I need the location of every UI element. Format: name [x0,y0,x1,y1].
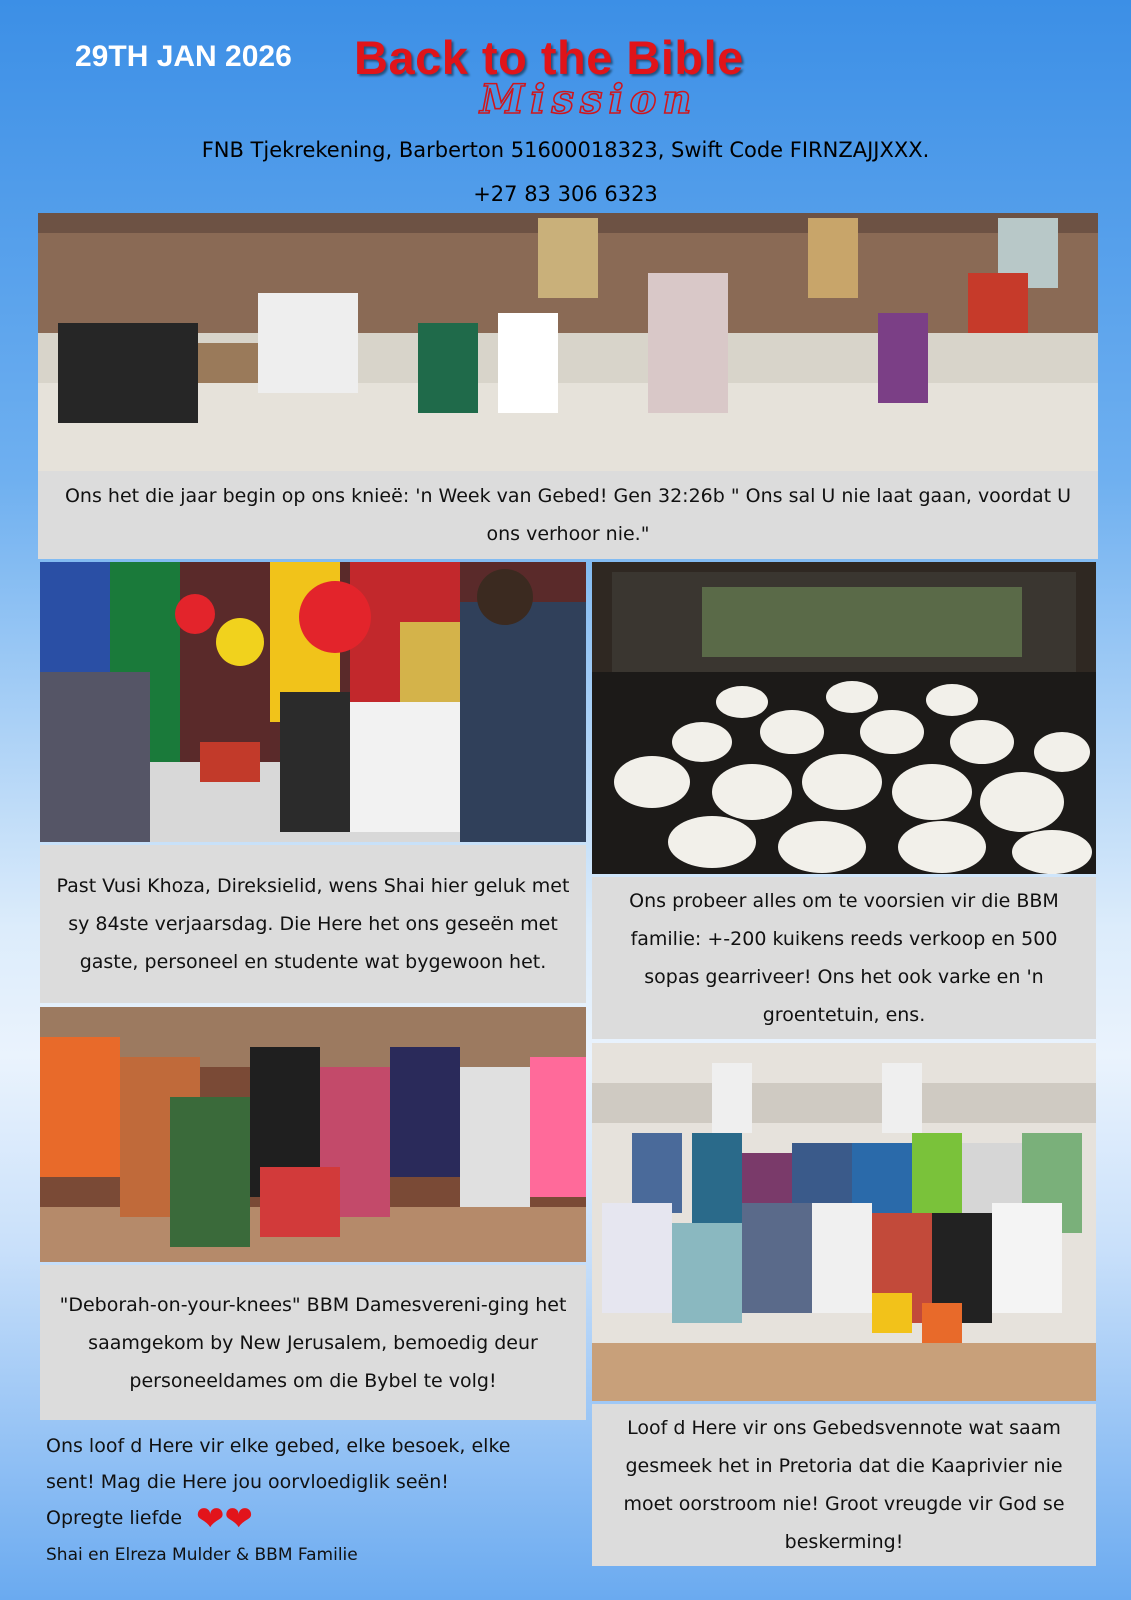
prayer-partners-photo [592,1043,1096,1401]
birthday-caption: Past Vusi Khoza, Direksielid, wens Shai hier geluk met sy 84ste verjaarsdag. Die Here het ons geseën met gaste, personeel en studente wat bygewoon het. [40,845,586,1003]
closing-line-2: sent! Mag die Here jou oorvloediglik seën! [46,1471,449,1493]
bank-details: FNB Tjekrekening, Barberton 51600018323, Swift Code FIRNZAJJXXX. [201,138,930,162]
prayer-week-caption: Ons het die jaar begin op ons knieë: 'n Week van Gebed! Gen 32:26b " Ons sal U nie laat gaan, voordat U ons verhoor nie." [38,471,1098,559]
closing-line-1: Ons loof d Here vir elke gebed, elke besoek, elke [46,1435,511,1457]
chickens-photo [592,562,1096,874]
phone-number: +27 83 306 6323 [473,182,658,206]
ladies-meeting-photo [40,1007,586,1262]
newsletter-date: 29TH JAN 2026 [75,40,292,73]
mission-subtitle: Mission [480,76,698,123]
prayer-week-photo [38,213,1098,471]
chickens-caption: Ons probeer alles om te voorsien vir die BBM familie: +-200 kuikens reeds verkoop en 500 sopas gearriveer! Ons het ook varke en 'n groentetuin, ens. [592,877,1096,1039]
ladies-meeting-caption: "Deborah-on-your-knees" BBM Damesvereni-ging het saamgekom by New Jerusalem, bemoedig deur personeeldames om die Bybel te volg! [40,1265,586,1420]
closing-love-text: Opregte liefde [46,1507,183,1529]
closing-love [46,1500,578,1537]
closing-message [38,1422,586,1594]
mission-title: Back to the Bible [354,31,744,84]
closing-signature: Shai en Elreza Mulder & BBM Familie [46,1544,358,1565]
prayer-partners-caption: Loof d Here vir ons Gebedsvennote wat saam gesmeek het in Pretoria dat die Kaaprivier nie moet oorstroom nie! Groot vreugde vir God se beskerming! [592,1404,1096,1566]
heart-icon: ❤❤ [196,1498,254,1539]
birthday-photo [40,562,586,842]
